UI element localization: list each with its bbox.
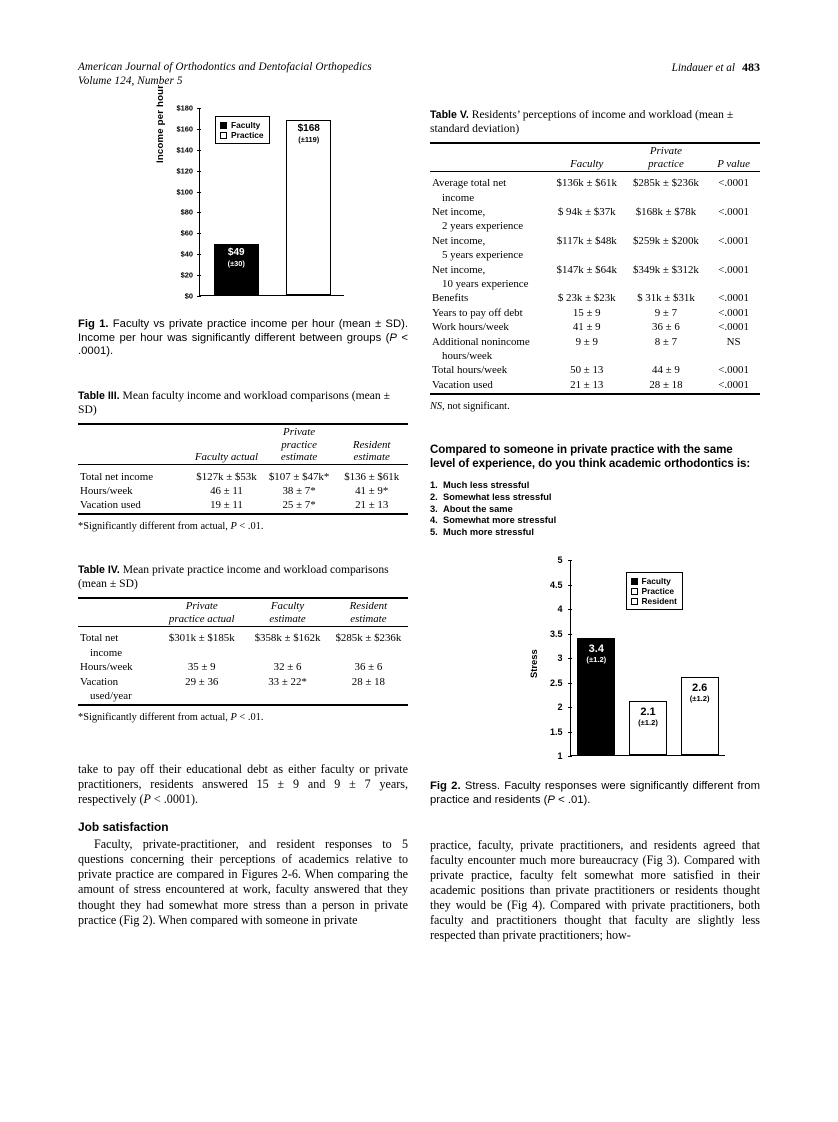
table-4-grid (78, 597, 408, 705)
table-5-row-4-c1: $ 31k ± $31k (637, 292, 695, 305)
table-5-row-3-label: Net income, (432, 263, 486, 276)
page-number: 483 (742, 60, 760, 74)
two-column-layout (78, 84, 760, 943)
y-tick-label: 4 (557, 604, 563, 615)
table-3-footnote-post: < .01. (236, 521, 264, 533)
y-tick-label: 2.5 (549, 677, 563, 688)
table-5-row-7-label: Additional nonincome (432, 335, 530, 348)
table-5-header-row (430, 143, 760, 171)
table-3-title-text: Mean faculty income and workload comparisons (mean ± SD) (78, 388, 390, 416)
left-paragraph-2: Faculty, private-practitioner, and resident responses to 5 questions concerning their perceptions of academics relative to private practice are compared in Figures 2-6. When comparing the amount of stress encountered at work, faculty answered that they thought they had somewhat more stress than a person in private practice (Fig 2). When compared with someone in private (78, 837, 408, 927)
y-tick-mark (197, 296, 201, 297)
table-5-row-1-label: Net income, (432, 206, 486, 219)
table-4-row-0-label: Total net (80, 632, 119, 645)
table-row (430, 364, 760, 378)
y-tick-label: 2 (557, 702, 563, 713)
legend-label-faculty: Faculty (641, 576, 671, 587)
table-4-row-2-label: Vacation (80, 675, 119, 688)
table-5-row-3-label2: 10 years experience (442, 278, 529, 291)
running-head-right (672, 60, 760, 75)
left-para-1-b: < .0001). (150, 791, 199, 806)
survey-option-5 (430, 527, 760, 539)
survey-options-list (430, 480, 760, 538)
table-5-row-1-c0: $ 94k ± $37k (557, 206, 616, 219)
table-4-row-1-c0: 35 ± 9 (187, 661, 216, 674)
author-line: Lindauer et al (671, 62, 735, 74)
table-5-row-6-c0: 41 ± 9 (572, 321, 601, 334)
bar-sd: (±1.2) (638, 718, 658, 728)
figure-2-chart (524, 555, 729, 770)
table-3-header-row (78, 424, 408, 465)
table-5-row-8-label: Total hours/week (432, 364, 508, 377)
table-row (78, 499, 408, 514)
figure-2-caption-text: Stress. Faculty responses were significantly different from practice and residents ( (430, 780, 760, 806)
bar-value: 2.6 (692, 681, 708, 694)
table-5-row-0-label2: income (442, 191, 475, 204)
running-head (78, 60, 760, 94)
table-5-grid (430, 142, 760, 394)
table-4-row-0-c2: $285k ± $236k (335, 632, 402, 645)
table-3 (78, 389, 408, 533)
table-row (430, 277, 760, 291)
legend-entry-faculty (631, 576, 677, 586)
figure-2-legend (626, 572, 683, 610)
table-row (430, 234, 760, 248)
section-heading-job-satisfaction: Job satisfaction (78, 820, 169, 835)
table-4 (78, 563, 408, 724)
legend-entry-faculty (220, 120, 264, 130)
bar-value: $49 (227, 246, 245, 258)
table-4-header-faculty-estimate: Faculty estimate (246, 598, 329, 626)
table-row (430, 249, 760, 263)
survey-option-4 (430, 515, 760, 527)
table-5-row-0-c2: <.0001 (718, 177, 749, 190)
figure-2 (430, 555, 760, 770)
table-5-row-3-c2: <.0001 (718, 263, 749, 276)
figure-1-caption-text: Faculty vs private practice income per hour (mean ± SD). Income per hour was significantly different between groups ( (78, 318, 409, 344)
y-tick-label: $20 (180, 270, 193, 280)
right-column (430, 108, 760, 943)
table-4-row-1-label: Hours/week (80, 661, 133, 674)
y-tick-label: $120 (176, 166, 193, 176)
table-5-row-1-label2: 2 years experience (442, 220, 524, 233)
table-3-header-resident-estimate: Resident estimate (335, 424, 408, 465)
table-row (430, 177, 760, 191)
table-4-label: Table IV. (78, 564, 120, 577)
table-3-row-0-c1: $107 ± $47k* (268, 470, 330, 483)
table-5-row-7-c0: 9 ± 9 (575, 335, 598, 348)
figure-1-chart (155, 84, 347, 308)
table-row (430, 191, 760, 205)
y-tick-label: 3 (557, 653, 563, 664)
y-tick-label: 1.5 (549, 726, 563, 737)
table-4-row-2-label2: used/year (78, 689, 157, 704)
survey-question-block (430, 443, 760, 539)
figure-1-y-ticks (157, 103, 197, 301)
y-tick-label: $160 (176, 124, 193, 134)
table-5-row-2-c2: <.0001 (718, 234, 749, 247)
figure-1-caption-p: P (389, 331, 397, 344)
table-5-row-5-c2: <.0001 (718, 306, 749, 319)
y-tick-label: $100 (176, 187, 193, 197)
table-5-row-4-label: Benefits (432, 292, 469, 305)
left-body-text (78, 762, 408, 928)
survey-option-5-text: Much more stressful (443, 526, 534, 537)
table-4-footnote (78, 711, 408, 724)
bar-sd: (±30) (227, 258, 245, 268)
figure-2-caption-p: P (547, 793, 555, 806)
y-tick-label: $140 (176, 145, 193, 155)
figure-1 (78, 84, 408, 308)
bar-value: 3.4 (588, 642, 604, 655)
table-5-row-1-c2: <.0001 (718, 206, 749, 219)
volume-issue: Volume 124, Number 5 (78, 75, 183, 87)
running-head-left (78, 60, 372, 88)
table-4-header-private-practice-actual: Private practice actual (157, 598, 246, 626)
table-5-row-5-label: Years to pay off debt (432, 306, 523, 319)
table-4-header-blank (78, 598, 157, 626)
survey-option-4-text: Somewhat more stressful (443, 515, 557, 526)
table-4-row-0-c1: $358k ± $162k (254, 632, 321, 645)
bar-practice (286, 120, 331, 295)
table-row (430, 306, 760, 320)
table-5-row-7-c2: NS (726, 335, 741, 348)
figure-1-y-axis-label: Income per hour (155, 84, 166, 163)
figure-2-caption-tail: < .01). (554, 793, 591, 806)
y-tick-label: $180 (176, 103, 193, 113)
table-4-header-row (78, 598, 408, 626)
legend-label-practice: Practice (231, 130, 264, 140)
legend-swatch-practice-icon (220, 132, 227, 139)
table-5-header-p-value: P value (707, 143, 760, 171)
figure-1-legend (215, 116, 270, 144)
table-5-row-0-c1: $285k ± $236k (632, 177, 699, 190)
y-tick-mark (568, 756, 572, 757)
bar-sd: (±1.2) (689, 693, 710, 703)
legend-label-faculty: Faculty (231, 120, 261, 130)
y-tick-label: 3.5 (549, 628, 563, 639)
table-5-row-4-c0: $ 23k ± $23k (557, 292, 616, 305)
table-5-row-5-c0: 15 ± 9 (572, 306, 601, 319)
table-4-footnote-p: P (230, 711, 237, 723)
table-3-header-private-practice-estimate: Private practice estimate (263, 424, 336, 465)
table-5-row-2-label: Net income, (432, 234, 486, 247)
figure-2-caption (430, 780, 760, 807)
table-5-row-0-c0: $136k ± $61k (556, 177, 617, 190)
table-row (78, 675, 408, 689)
journal-name: American Journal of Orthodontics and Dentofacial Orthopedics (78, 61, 372, 73)
survey-option-2-text: Somewhat less stressful (443, 491, 552, 502)
table-5-header-blank (430, 143, 549, 171)
survey-option-3-text: About the same (443, 503, 513, 514)
table-5-row-3-c0: $147k ± $64k (556, 263, 617, 276)
table-3-row-2-c0: 19 ± 11 (190, 499, 263, 514)
table-row (78, 646, 408, 660)
table-5-row-9-c1: 28 ± 18 (625, 378, 708, 393)
legend-swatch-faculty-icon (220, 122, 227, 129)
table-5-row-3-c1: $349k ± $312k (632, 263, 699, 276)
bar-label-practice (286, 123, 331, 144)
table-3-grid (78, 423, 408, 515)
table-row (78, 689, 408, 704)
bar-sd: (±119) (298, 134, 320, 144)
table-5-row-0-label: Average total net (432, 177, 507, 190)
table-3-footnote-pre: *Significantly different from actual, (78, 521, 231, 533)
figure-2-y-axis-label: Stress (527, 649, 539, 679)
table-4-title-text: Mean private practice income and workload comparisons (mean ± SD) (78, 563, 389, 591)
right-body-text (430, 838, 760, 944)
y-tick-label: 1 (557, 751, 563, 762)
table-5-label: Table V. (430, 109, 469, 121)
table-row (430, 220, 760, 234)
table-5-row-6-label: Work hours/week (432, 321, 509, 334)
table-5-row-6-c2: <.0001 (718, 321, 749, 334)
table-3-row-1-c2: 41 ± 9* (355, 484, 389, 497)
survey-option-4-num: 4. (430, 515, 438, 526)
table-4-row-0-label2: income (90, 646, 123, 659)
bar-sd: (±1.2) (586, 654, 607, 664)
table-5-footnote-ns: NS (430, 400, 443, 412)
table-3-label: Table III. (78, 389, 120, 402)
left-para-1-p: P (143, 791, 151, 806)
bar-label-faculty (214, 247, 259, 268)
table-row (430, 292, 760, 306)
y-tick-label: $80 (180, 207, 193, 217)
left-paragraph-1 (78, 762, 408, 807)
legend-swatch-practice-icon (631, 588, 638, 595)
legend-swatch-resident-icon (631, 598, 638, 605)
table-4-row-1-c2: 36 ± 6 (354, 661, 383, 674)
table-3-footnote (78, 520, 408, 533)
table-5-title-text: Residents’ perceptions of income and workload (mean ± standard deviation) (430, 108, 734, 136)
y-tick-label: $60 (180, 228, 193, 238)
table-5-row-2-c0: $117k ± $48k (556, 234, 617, 247)
legend-label-practice: Practice (641, 586, 675, 597)
table-5-row-8-c2: <.0001 (718, 364, 749, 377)
table-5-row-5-c1: 9 ± 7 (654, 306, 678, 319)
table-5-row-8-c1: 44 ± 9 (652, 364, 680, 377)
legend-entry-resident (631, 596, 677, 606)
table-3-row-2-c2: 21 ± 13 (335, 499, 408, 514)
table-3-row-0-c2: $136 ± $61k (344, 470, 400, 483)
table-4-row-2-c0: 29 ± 36 (185, 675, 219, 688)
survey-option-1-text: Much less stressful (443, 480, 530, 491)
survey-option-5-num: 5. (430, 526, 438, 537)
bar-value: $168 (297, 122, 320, 134)
survey-option-2 (430, 492, 760, 504)
y-tick-label: $40 (180, 249, 193, 259)
table-5-row-2-c1: $259k ± $200k (632, 234, 699, 247)
table-4-row-2-c2: 28 ± 18 (351, 675, 385, 688)
table-3-row-0-c0: $127k ± $53k (196, 470, 257, 483)
y-tick-label: $0 (184, 291, 193, 301)
table-row (78, 632, 408, 646)
table-4-header-resident-estimate: Resident estimate (329, 598, 408, 626)
table-5-row-6-c1: 36 ± 6 (652, 321, 680, 334)
table-row (430, 206, 760, 220)
survey-option-3-num: 3. (430, 503, 438, 514)
table-3-row-2-c1: 25 ± 7* (263, 499, 336, 514)
bar-value: 2.1 (640, 706, 656, 719)
survey-option-1 (430, 480, 760, 492)
table-3-row-1-label: Hours/week (80, 484, 133, 497)
figure-1-caption (78, 318, 408, 359)
legend-entry-practice (220, 130, 264, 140)
table-5 (430, 108, 760, 413)
table-5-row-8-c0: 50 ± 13 (570, 364, 604, 377)
bar-label-faculty (577, 643, 615, 664)
table-row (430, 349, 760, 363)
survey-option-1-num: 1. (430, 480, 438, 491)
figure-2-caption-label: Fig 2. (430, 780, 461, 793)
table-5-footnote-post: , not significant. (442, 400, 510, 412)
table-5-row-2-label2: 5 years experience (442, 249, 524, 262)
table-4-title (78, 563, 408, 591)
table-3-title (78, 389, 408, 417)
table-4-row-0-c0: $301k ± $185k (168, 632, 235, 645)
figure-1-caption-label: Fig 1. (78, 318, 109, 330)
table-3-row-2-label: Vacation used (78, 499, 190, 514)
table-4-footnote-pre: *Significantly different from actual, (78, 711, 231, 723)
table-3-row-1-c0: 46 ± 11 (210, 484, 243, 497)
survey-question-heading: Compared to someone in private practice with the same level of experience, do you think academic orthodontics is: (430, 442, 751, 470)
survey-option-3 (430, 504, 760, 516)
table-5-row-7-c1: 8 ± 7 (654, 335, 678, 348)
table-row (78, 661, 408, 675)
legend-label-resident: Resident (641, 596, 677, 607)
table-row (430, 263, 760, 277)
table-3-header-faculty-actual: Faculty actual (190, 424, 263, 465)
left-column (78, 84, 409, 943)
bar-label-resident (681, 682, 719, 703)
table-row (78, 484, 408, 498)
legend-entry-practice (631, 586, 677, 596)
table-5-title (430, 108, 760, 136)
survey-option-2-num: 2. (430, 491, 438, 502)
table-5-row-9-c0: 21 ± 13 (549, 378, 625, 393)
table-4-row-2-c1: 33 ± 22* (268, 675, 307, 688)
table-3-row-1-c1: 38 ± 7* (282, 484, 316, 497)
table-3-header-blank (78, 424, 190, 465)
right-paragraph-1: practice, faculty, private practitioners, and residents agreed that faculty encounter much more bureaucracy (Fig 3). Compared with private practice, faculty felt somewhat more satisfied in their academic positions than private practitioners or residents thought they would be (Fig 4). Compared with private practitioners, both faculty and practitioners thought that faculty are slightly less respected than private practitioners; how- (430, 837, 760, 943)
table-3-row-0-label: Total net income (80, 470, 154, 483)
table-5-header-faculty: Faculty (549, 143, 625, 171)
table-5-footnote (430, 400, 760, 413)
table-5-row-7-label2: hours/week (442, 350, 493, 362)
y-tick-label: 5 (557, 555, 563, 566)
table-5-row-9-c2: <.0001 (707, 378, 760, 393)
table-row (430, 321, 760, 335)
table-row (430, 378, 760, 393)
table-row (78, 470, 408, 484)
legend-swatch-faculty-icon (631, 578, 638, 585)
figure-1-caption-tail: < .0001). (78, 331, 408, 358)
table-5-row-4-c2: <.0001 (718, 292, 749, 305)
bar-label-practice (629, 706, 667, 727)
table-5-row-1-c1: $168k ± $78k (635, 206, 697, 219)
table-4-row-1-c1: 32 ± 6 (273, 661, 302, 674)
table-5-header-private-practice: Private practice (625, 143, 708, 171)
y-tick-label: 4.5 (549, 579, 563, 590)
table-5-row-9-label: Vacation used (430, 378, 549, 393)
table-3-footnote-p: P (230, 521, 237, 533)
table-4-footnote-post: < .01. (236, 711, 264, 723)
table-row (430, 335, 760, 349)
left-para-1-a: take to pay off their educational debt as either faculty or private practitioners, residents answered 15 ± 9 and 9 ± 7 years, respectively ( (78, 761, 408, 806)
figure-2-y-ticks (524, 555, 568, 762)
